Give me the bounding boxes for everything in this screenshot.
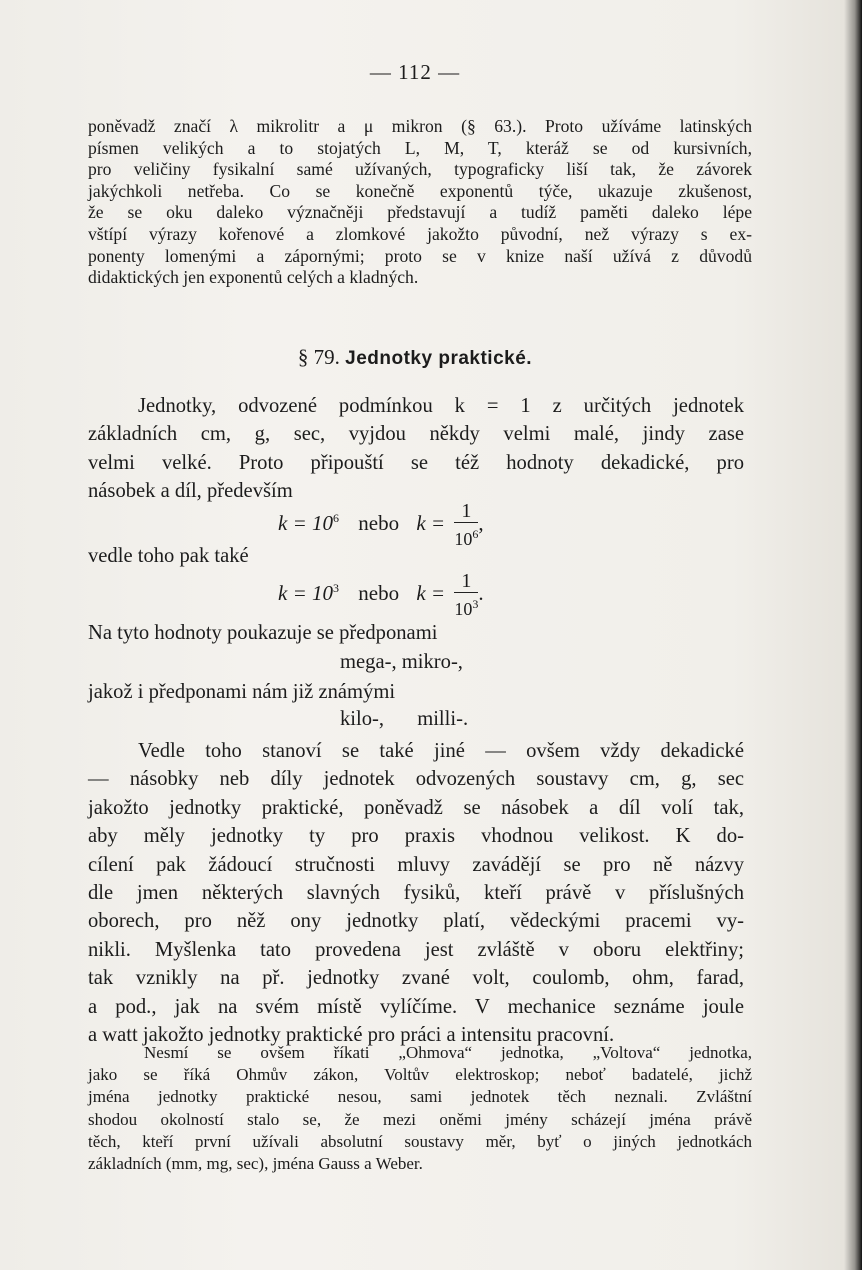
- formula-left: k = 10: [278, 580, 333, 605]
- denominator-base: 10: [454, 599, 473, 619]
- note-line: těch, kteří první užívali absolutní soustavy měr, byť o jiných jednotkách: [88, 1131, 752, 1151]
- prefix-words-1: mega-, mikro-,: [340, 651, 463, 673]
- formula-right: k =: [416, 510, 446, 535]
- section-title: Jednotky praktické.: [345, 348, 533, 369]
- para2-line: a pod., jak na svém místě vylíčíme. V mechanice seznáme joule: [88, 995, 744, 1018]
- formula-left-exponent: 3: [333, 580, 339, 595]
- note-line: jako se říká Ohmův zákon, Voltův elektroskop; neboť badatelé, jichž: [88, 1065, 752, 1085]
- paragraph-1: [88, 392, 744, 506]
- formula-1: [278, 500, 484, 550]
- note-line: Nesmí se ovšem říkati „Ohmova“ jednotka, „Voltova“ jednotka,: [144, 1043, 752, 1062]
- fraction: [454, 500, 478, 550]
- intro-paragraph: [88, 116, 752, 289]
- para2-line: nikli. Myšlenka tato provedena jest zvláště v oboru elektřiny;: [88, 938, 744, 961]
- para1-line: velmi velké. Proto připouští se též hodnoty dekadické, pro: [88, 451, 744, 474]
- para2-line: dle jmen některých slavných fysiků, kteří právě v příslušných: [88, 882, 744, 905]
- para2-line: tak vznikly na př. jednotky zvané volt, coulomb, ohm, farad,: [88, 967, 744, 990]
- para1-line: základních cm, g, sec, vyjdou někdy velmi malé, jindy zase: [88, 423, 744, 446]
- para2-line: — násobky neb díly jednotek odvozených soustavy cm, g, sec: [88, 768, 744, 791]
- intro-line: jakýchkoli netřeba. Co se konečně exponentů týče, ukazuje zkušenost,: [88, 180, 752, 201]
- section-heading: [0, 345, 830, 370]
- para2-line: cílení pak žádoucí stručnosti mluvy zavádějí se pro ně názvy: [88, 853, 744, 876]
- prefix-line-2: jakož i předponami nám již známými: [88, 681, 396, 703]
- formula-conjunction: nebo: [358, 510, 400, 535]
- intro-line: poněvadž značí λ mikrolitr a μ mikron (§ 63.). Proto užíváme latinských: [88, 116, 752, 136]
- fraction: [454, 570, 478, 620]
- para2-line: jakožto jednotky praktické, poněvadž se násobek a díl volí tak,: [88, 796, 744, 819]
- formula-punctuation: ,: [478, 510, 484, 535]
- formula-punctuation: .: [478, 580, 484, 605]
- formula-conjunction: nebo: [358, 580, 400, 605]
- fraction-numerator: 1: [454, 500, 478, 523]
- para1-line: Jednotky, odvozené podmínkou k = 1 z určitých jednotek: [138, 395, 744, 417]
- denominator-exponent: 3: [472, 597, 479, 611]
- prefix-line-1: Na tyto hodnoty poukazuje se předponami: [88, 622, 438, 644]
- para2-line: a watt jakožto jednotky praktické pro práci a intensitu pracovní.: [88, 1024, 615, 1047]
- prefix-words-2: kilo-, milli-.: [340, 708, 469, 730]
- para2-line: Vedle toho stanoví se také jiné — ovšem vždy dekadické: [138, 740, 744, 762]
- intro-line: pro veličiny fysikalní samé užívaných, typograficky liší tak, že závorek: [88, 159, 752, 180]
- intro-line: ponenty lomenými a zápornými; proto se v knize naší užívá z důvodů: [88, 245, 752, 266]
- intro-line: vštípí výrazy kořenové a zlomkové jakožto původní, než výrazy s ex-: [88, 223, 752, 244]
- denominator-exponent: 6: [472, 527, 479, 541]
- formula-2: [278, 570, 484, 620]
- formula-left: k = 10: [278, 510, 333, 535]
- note-line: jména jednotky praktické nesou, sami jednotek těch neznali. Zvláštní: [88, 1087, 752, 1107]
- fraction-denominator: [454, 593, 478, 620]
- note-line: základních (mm, mg, sec), jména Gauss a Weber.: [88, 1154, 423, 1174]
- intro-line: didaktických jen exponentů celých a kladných.: [88, 267, 419, 288]
- para2-line: aby měly jednotky ty pro praxis vhodnou velikost. K do-: [88, 825, 744, 848]
- note-line: shodou okolností stalo se, že mezi oněmi jmény scházejí jména právě: [88, 1109, 752, 1129]
- fraction-denominator: [454, 523, 478, 550]
- footnote-paragraph: [88, 1042, 752, 1175]
- denominator-base: 10: [454, 529, 473, 549]
- formula-left-exponent: 6: [333, 510, 339, 525]
- page-edge-shadow: [844, 0, 862, 1270]
- fraction-numerator: 1: [454, 570, 478, 593]
- vedle-line: vedle toho pak také: [88, 545, 249, 567]
- formula-right: k =: [416, 580, 446, 605]
- intro-line: že se oku daleko význačněji představují a tudíž paměti daleko lépe: [88, 202, 752, 223]
- para2-line: oborech, pro něž ony jednotky platí, vědeckými pracemi vy-: [88, 910, 744, 933]
- paragraph-2: [88, 737, 744, 1049]
- intro-line: písmen velikých a to stojatých L, M, T, kteráž se od kursivních,: [88, 137, 752, 158]
- para1-line: násobek a díl, především: [88, 480, 293, 503]
- page-number: — 112 —: [369, 60, 461, 84]
- section-number: § 79.: [297, 345, 340, 369]
